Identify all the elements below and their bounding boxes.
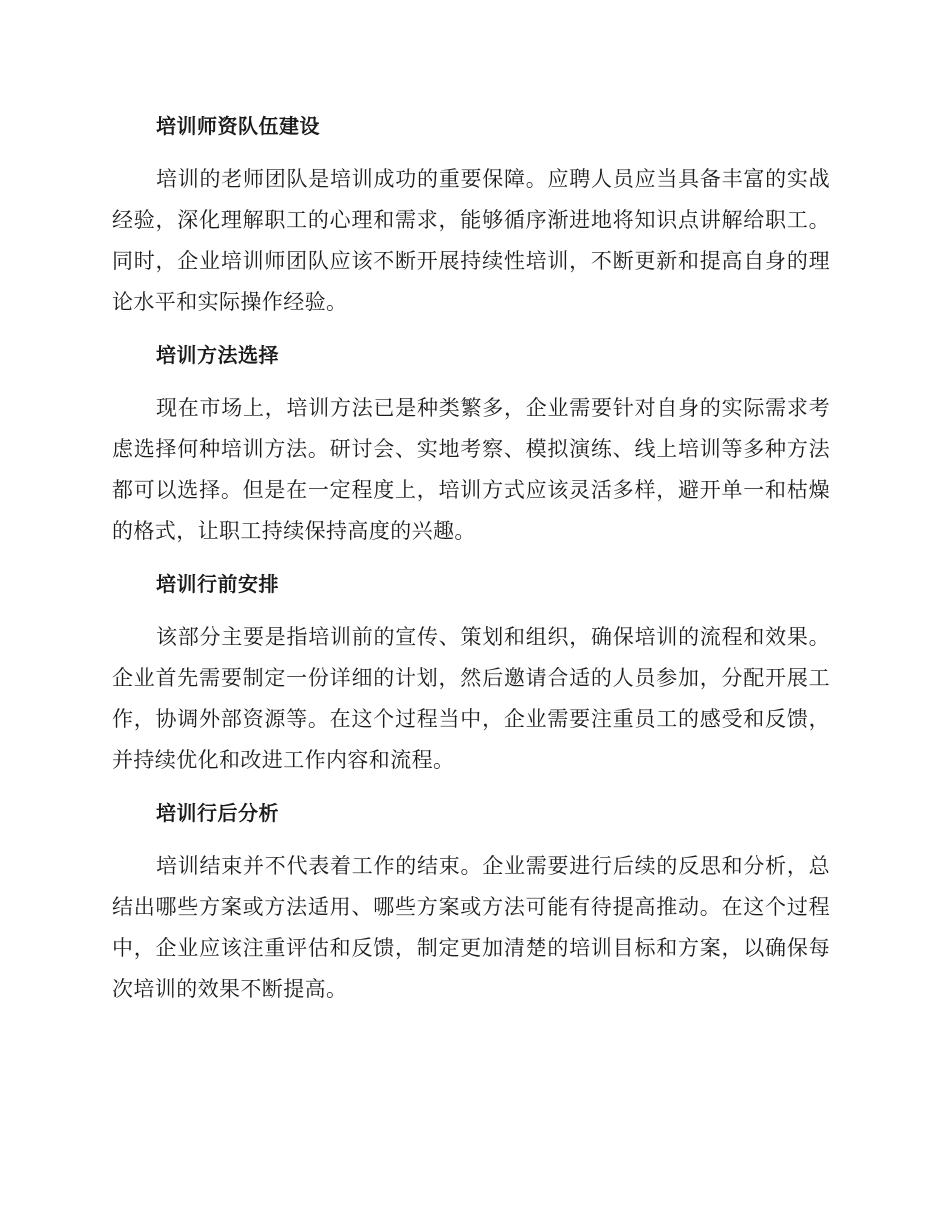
section-pre-training [112,566,830,781]
section-heading: 培训行后分析 [156,801,279,825]
section-heading: 培训方法选择 [156,343,279,367]
section-heading: 培训行前安排 [156,572,279,596]
section-paragraph: 培训的老师团队是培训成功的重要保障。应聘人员应当具备丰富的实战经验，深化理解职工的心理和需求，能够循序渐进地将知识点讲解给职工。同时，企业培训师团队应该不断开展持续性培训，不断更新和提高自身的理论水平和实际操作经验。 [112,167,830,314]
section-paragraph: 现在市场上，培训方法已是种类繁多，企业需要针对自身的实际需求考虑选择何种培训方法。研讨会、实地考察、模拟演练、线上培训等多种方法都可以选择。但是在一定程度上，培训方式应该灵活多样，避开单一和枯燥的格式，让职工持续保持高度的兴趣。 [112,396,830,543]
section-training-method [112,337,830,552]
section-paragraph: 培训结束并不代表着工作的结束。企业需要进行后续的反思和分析，总结出哪些方案或方法适用、哪些方案或方法可能有待提高推动。在这个过程中，企业应该注重评估和反馈，制定更加清楚的培训目标和方案，以确保每次培训的效果不断提高。 [112,854,830,1001]
section-post-training [112,795,830,1010]
section-trainer-team [112,108,830,323]
document-page [112,108,830,1024]
section-heading: 培训师资队伍建设 [156,114,320,138]
section-paragraph: 该部分主要是指培训前的宣传、策划和组织，确保培训的流程和效果。企业首先需要制定一份详细的计划，然后邀请合适的人员参加，分配开展工作，协调外部资源等。在这个过程当中，企业需要注重员工的感受和反馈，并持续优化和改进工作内容和流程。 [112,625,830,772]
